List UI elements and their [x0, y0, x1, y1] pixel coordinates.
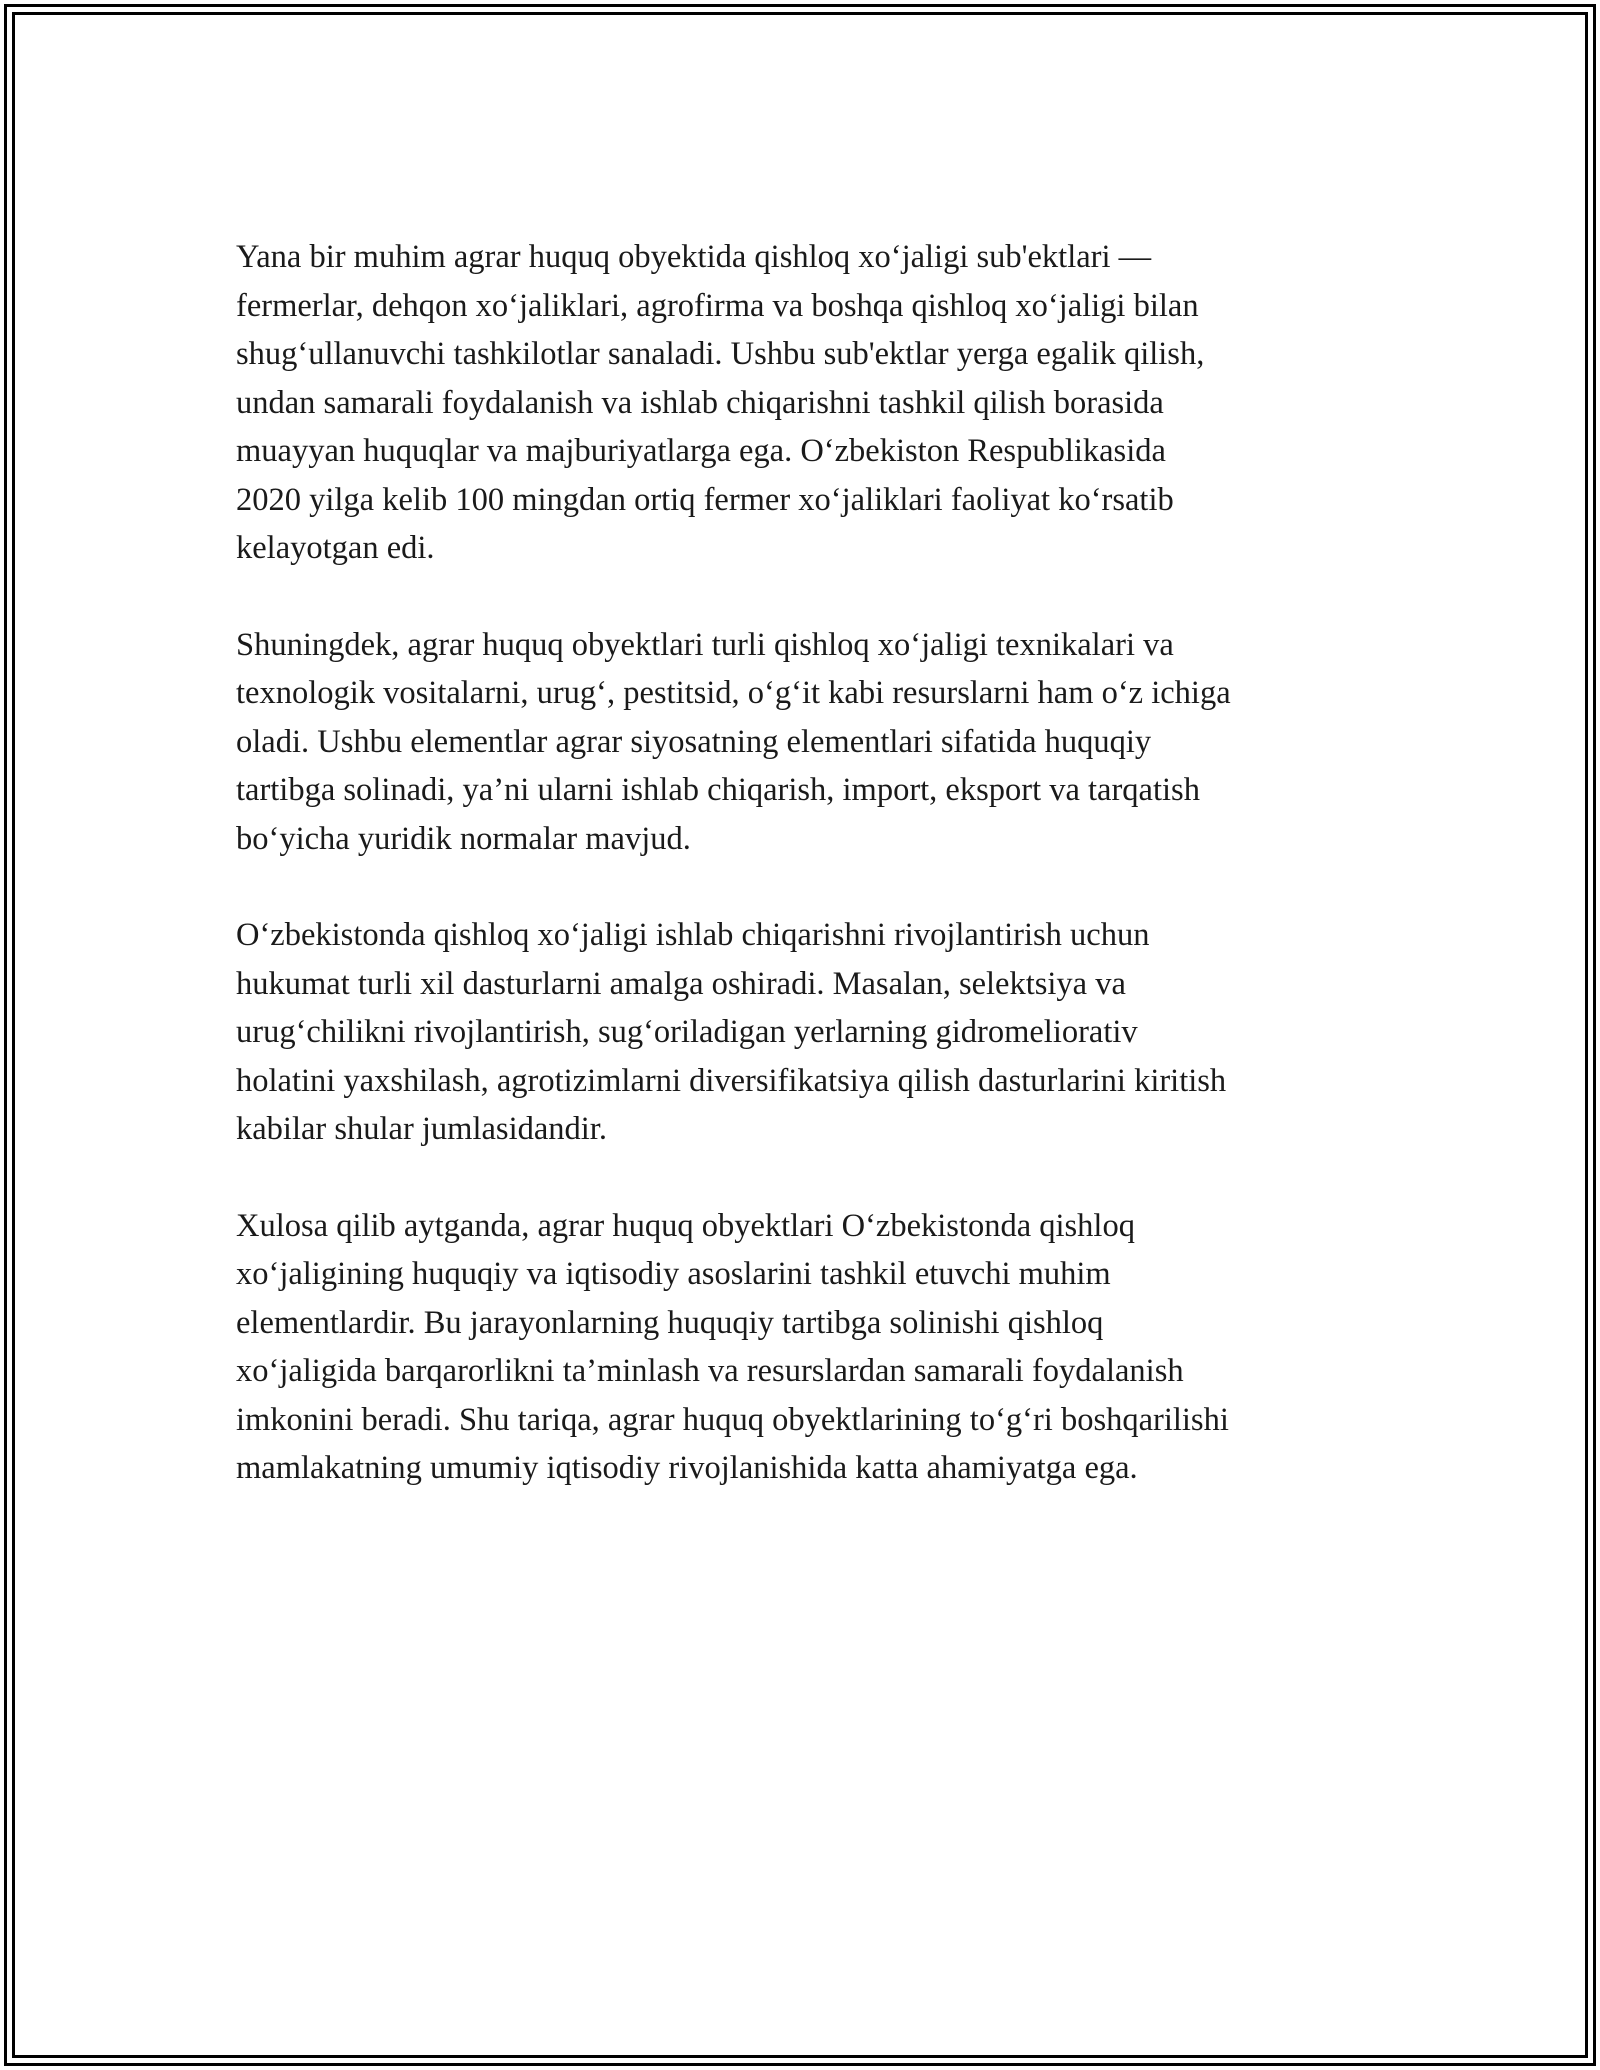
text-line: undan samarali foydalanish va ishlab chiqarishni tashkil qilish borasida: [236, 384, 1164, 421]
paragraph-2: [236, 621, 1366, 864]
text-line: holatini yaxshilash, agrotizimlarni diversifikatsiya qilish dasturlarini kiritish: [236, 1062, 1227, 1099]
text-line: xo‘jaligida barqarorlikni ta’minlash va resurslardan samarali foydalanish: [236, 1353, 1184, 1389]
text-line: imkonini beradi. Shu tariqa, agrar huquq obyektlarining to‘g‘ri boshqarilishi: [236, 1401, 1229, 1438]
text-line: bo‘yicha yuridik normalar mavjud.: [236, 820, 691, 857]
text-line: muayyan huquqlar va majburiyatlarga ega. O‘zbekiston Respublikasida: [236, 433, 1166, 469]
text-line: shug‘ullanuvchi tashkilotlar sanaladi. Ushbu sub'ektlar yerga egalik qilish,: [236, 336, 1205, 372]
text-line: fermerlar, dehqon xo‘jaliklari, agrofirma va boshqa qishloq xo‘jaligi bilan: [236, 287, 1199, 324]
text-line: Shuningdek, agrar huquq obyektlari turli qishloq xo‘jaligi texnikalari va: [236, 626, 1174, 663]
text-line: kabilar shular jumlasidandir.: [236, 1111, 607, 1147]
text-line: texnologik vositalarni, urug‘, pestitsid, o‘g‘it kabi resurslarni ham o‘z ichiga: [236, 675, 1231, 711]
text-line: urug‘chilikni rivojlantirish, sug‘oriladigan yerlarning gidromeliorativ: [236, 1014, 1138, 1050]
paragraph-3: [236, 911, 1366, 1154]
text-line: xo‘jaligining huquqiy va iqtisodiy asoslarini tashkil etuvchi muhim: [236, 1256, 1111, 1292]
text-line: mamlakatning umumiy iqtisodiy rivojlanishida katta ahamiyatga ega.: [236, 1450, 1138, 1486]
text-line: kelayotgan edi.: [236, 530, 435, 566]
text-line: Xulosa qilib aytganda, agrar huquq obyektlari O‘zbekistonda qishloq: [236, 1207, 1135, 1244]
text-line: 2020 yilga kelib 100 mingdan ortiq fermer xo‘jaliklari faoliyat ko‘rsatib: [236, 481, 1174, 518]
paragraph-4: [236, 1202, 1366, 1493]
paragraph-1: [236, 233, 1366, 573]
text-line: elementlardir. Bu jarayonlarning huquqiy tartibga solinishi qishloq: [236, 1304, 1104, 1341]
document-body: [236, 233, 1366, 1541]
text-line: O‘zbekistonda qishloq xo‘jaligi ishlab chiqarishni rivojlantirish uchun: [236, 917, 1150, 953]
text-line: hukumat turli xil dasturlarni amalga oshiradi. Masalan, selektsiya va: [236, 965, 1126, 1002]
text-line: Yana bir muhim agrar huquq obyektida qishloq xo‘jaligi sub'ektlari —: [236, 239, 1152, 275]
text-line: tartibga solinadi, ya’ni ularni ishlab chiqarish, import, eksport va tarqatish: [236, 772, 1200, 808]
text-line: oladi. Ushbu elementlar agrar siyosatning elementlari sifatida huquqiy: [236, 723, 1152, 760]
